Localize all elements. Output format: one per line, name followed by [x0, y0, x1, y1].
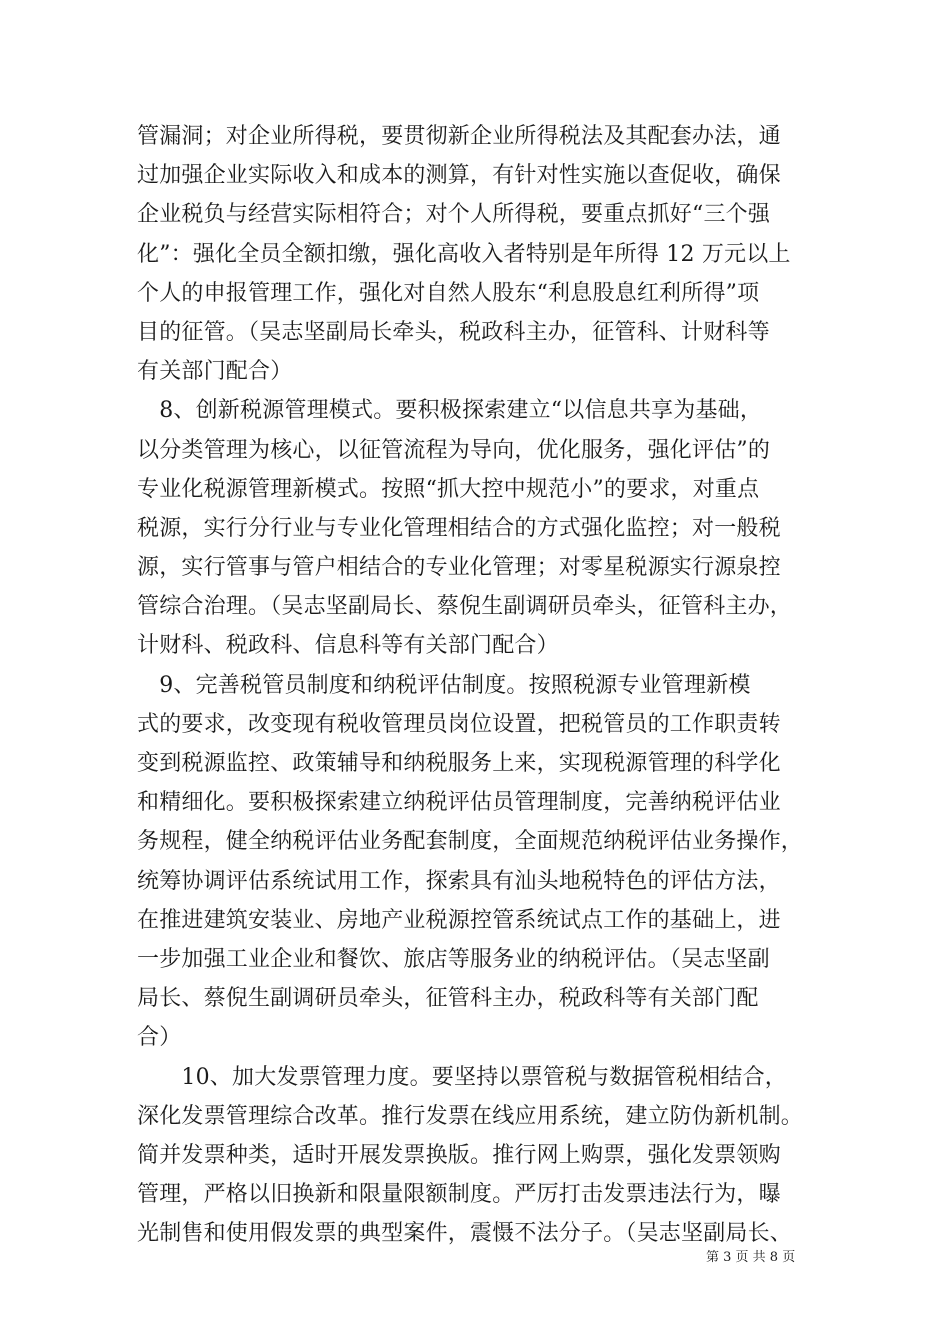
- text-line: 管综合治理。（吴志坚副局长、蔡倪生副调研员牵头，征管科主办，: [137, 594, 793, 620]
- text-line: 统筹协调评估系统试用工作，探索具有汕头地税特色的评估方法，: [137, 868, 781, 894]
- text-line: 光制售和使用假发票的典型案件，震慑不法分子。（吴志坚副局长、: [137, 1221, 793, 1247]
- text-line: 8、创新税源管理模式。要积极探索建立“以信息共享为基础，: [137, 398, 763, 424]
- text-line: 个人的申报管理工作，强化对自然人股东“利息股息红利所得”项: [137, 280, 760, 306]
- text-line: 变到税源监控、政策辅导和纳税服务上来，实现税源管理的科学化: [137, 751, 781, 776]
- text-line: 深化发票管理综合改革。推行发票在线应用系统，建立防伪新机制。: [137, 1103, 804, 1129]
- text-line: 10、加大发票管理力度。要坚持以票管税与数据管税相结合，: [137, 1064, 787, 1090]
- text-line: 式的要求，改变现有税收管理员岗位设置，把税管员的工作职责转: [137, 711, 781, 737]
- text-line: 简并发票种类，适时开展发票换版。推行网上购票，强化发票领购: [137, 1142, 781, 1168]
- text-line: 务规程，健全纳税评估业务配套制度，全面规范纳税评估业务操作，: [137, 829, 804, 855]
- text-line: 目的征管。（吴志坚副局长牵头，税政科主办，征管科、计财科等: [137, 319, 770, 345]
- text-line: 一步加强工业企业和餐饮、旅店等服务业的纳税评估。（吴志坚副: [137, 946, 770, 972]
- text-line: 税源，实行分行业与专业化管理相结合的方式强化监控；对一般税: [137, 515, 781, 541]
- text-line: 和精细化。要积极探索建立纳税评估员管理制度，完善纳税评估业: [137, 790, 781, 816]
- text-line: 以分类管理为核心，以征管流程为导向，优化服务，强化评估”的: [137, 437, 771, 463]
- text-line: 合）: [137, 1025, 182, 1051]
- text-line: 化”：强化全员全额扣缴，强化高收入者特别是年所得 12 万元以上: [137, 241, 791, 267]
- text-line: 源，实行管事与管户相结合的专业化管理；对零星税源实行源泉控: [137, 555, 781, 581]
- text-line: 企业税负与经营实际相符合；对个人所得税，要重点抓好“三个强: [137, 202, 771, 228]
- text-line: 专业化税源管理新模式。按照“抓大控中规范小”的要求，对重点: [137, 476, 760, 502]
- text-line: 计财科、税政科、信息科等有关部门配合）: [137, 633, 559, 659]
- text-line: 有关部门配合）: [137, 359, 293, 385]
- text-line: 管漏洞；对企业所得税，要贯彻新企业所得税法及其配套办法，通: [137, 124, 781, 149]
- text-line: 局长、蔡倪生副调研员牵头，征管科主办，税政科等有关部门配: [137, 986, 759, 1012]
- text-line: 9、完善税管员制度和纳税评估制度。按照税源专业管理新模: [137, 672, 751, 698]
- text-line: 管理，严格以旧换新和限量限额制度。严厉打击发票违法行为，曝: [137, 1182, 781, 1208]
- text-line: 过加强企业实际收入和成本的测算，有针对性实施以查促收，确保: [137, 163, 781, 189]
- body-text: [137, 117, 827, 1253]
- page-number-footer: 第 3 页 共 8 页: [706, 1250, 796, 1265]
- text-line: 在推进建筑安装业、房地产业税源控管系统试点工作的基础上，进: [137, 907, 781, 933]
